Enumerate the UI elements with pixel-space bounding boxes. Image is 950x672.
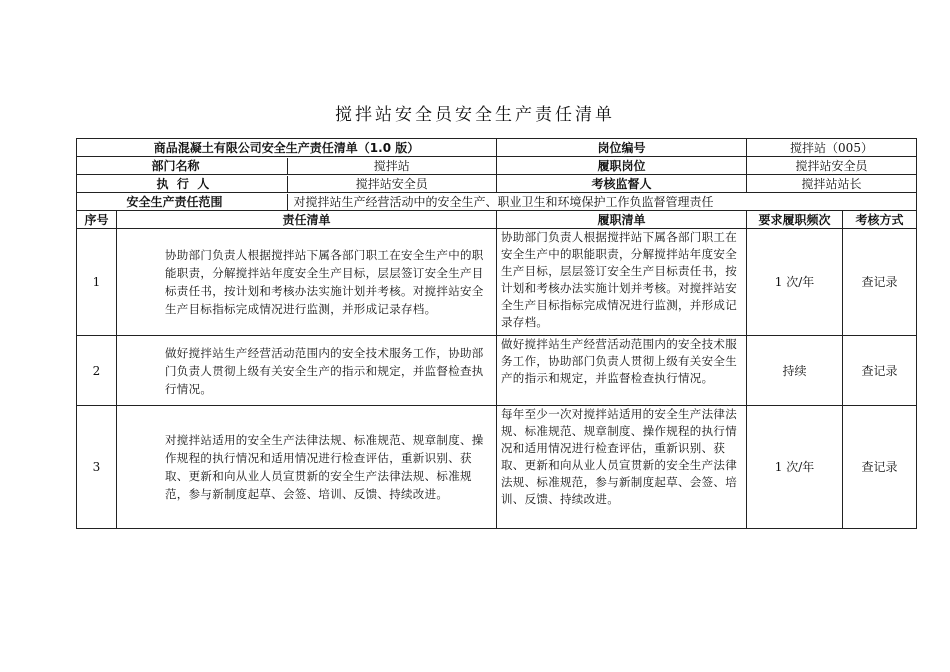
row-no: 2 bbox=[77, 336, 117, 406]
header-row-company bbox=[77, 139, 917, 157]
post-label: 履职岗位 bbox=[497, 157, 747, 175]
executor-label: 执 行 人 bbox=[156, 176, 210, 191]
post-code-value: 搅拌站（005） bbox=[747, 139, 917, 157]
responsibility-table bbox=[76, 138, 917, 529]
col-no: 序号 bbox=[77, 211, 117, 229]
table-row bbox=[77, 406, 917, 529]
supervisor-label: 考核监督人 bbox=[497, 175, 747, 193]
row-duty: 协助部门负责人根据搅拌站下属各部门职工在安全生产中的职能职责，分解搅拌站年度安全生产目标，层层签订安全生产目标责任书，按计划和考核办法实施计划并考核。对搅拌站安全生产目标指标完成情况进行监测，并形成记录存档。 bbox=[497, 229, 747, 336]
scope-label: 安全生产责任范围 bbox=[126, 194, 223, 209]
dept-row-cell bbox=[117, 157, 497, 175]
header-row-scope bbox=[77, 193, 917, 211]
row-no: 1 bbox=[77, 229, 117, 336]
header-row-dept bbox=[77, 157, 917, 175]
scope-label-spacer bbox=[77, 193, 117, 211]
header-row-executor bbox=[77, 175, 917, 193]
company-list-title: 商品混凝土有限公司安全生产责任清单（1.0 版） bbox=[77, 139, 497, 157]
row-frequency: 1 次/年 bbox=[747, 229, 843, 336]
executor-value: 搅拌站安全员 bbox=[287, 176, 497, 192]
executor-row-cell bbox=[117, 175, 497, 193]
table-row bbox=[77, 229, 917, 336]
column-header-row bbox=[77, 211, 917, 229]
row-responsibility: 对搅拌站适用的安全生产法律法规、标准规范、规章制度、操作规程的执行情况和适用情况进行检查评估，重新识别、获取、更新和向从业人员宣贯新的安全生产法律法规、标准规范，参与新制度起草、会签、培训、反馈、持续改进。 bbox=[117, 406, 497, 529]
supervisor-value: 搅拌站站长 bbox=[747, 175, 917, 193]
row-assessment: 查记录 bbox=[843, 336, 917, 406]
row-assessment: 查记录 bbox=[843, 406, 917, 529]
row-duty: 每年至少一次对搅拌站适用的安全生产法律法规、标准规范、规章制度、操作规程的执行情况和适用情况进行检查评估，重新识别、获取、更新和向从业人员宣贯新的安全生产法律法规、标准规范，参与新制度起草、会签、培训、反馈、持续改进。 bbox=[497, 406, 747, 529]
dept-value: 搅拌站 bbox=[287, 158, 497, 174]
col-duty: 履职清单 bbox=[497, 211, 747, 229]
executor-label-spacer bbox=[77, 175, 117, 193]
row-responsibility: 协助部门负责人根据搅拌站下属各部门职工在安全生产中的职能职责，分解搅拌站年度安全生产目标，层层签订安全生产目标责任书，按计划和考核办法实施计划并考核。对搅拌站安全生产目标指标完成情况进行监测，并形成记录存档。 bbox=[117, 229, 497, 336]
post-code-label: 岗位编号 bbox=[497, 139, 747, 157]
scope-value: 对搅拌站生产经营活动中的安全生产、职业卫生和环境保护工作负监督管理责任 bbox=[287, 194, 917, 210]
col-responsibility: 责任清单 bbox=[117, 211, 497, 229]
col-assessment: 考核方式 bbox=[843, 211, 917, 229]
table-row bbox=[77, 336, 917, 406]
row-assessment: 查记录 bbox=[843, 229, 917, 336]
scope-row-cell bbox=[117, 193, 917, 211]
row-responsibility: 做好搅拌站生产经营活动范围内的安全技术服务工作，协助部门负责人贯彻上级有关安全生产的指示和规定，并监督检查执行情况。 bbox=[117, 336, 497, 406]
col-frequency: 要求履职频次 bbox=[747, 211, 843, 229]
dept-label: 部门名称 bbox=[151, 158, 200, 173]
document-title: 搅拌站安全员安全生产责任清单 bbox=[335, 105, 615, 125]
row-duty: 做好搅拌站生产经营活动范围内的安全技术服务工作，协助部门负责人贯彻上级有关安全生产的指示和规定，并监督检查执行情况。 bbox=[497, 336, 747, 406]
row-frequency: 持续 bbox=[747, 336, 843, 406]
row-no: 3 bbox=[77, 406, 117, 529]
row-frequency: 1 次/年 bbox=[747, 406, 843, 529]
dept-label-spacer bbox=[77, 157, 117, 175]
post-value: 搅拌站安全员 bbox=[747, 157, 917, 175]
